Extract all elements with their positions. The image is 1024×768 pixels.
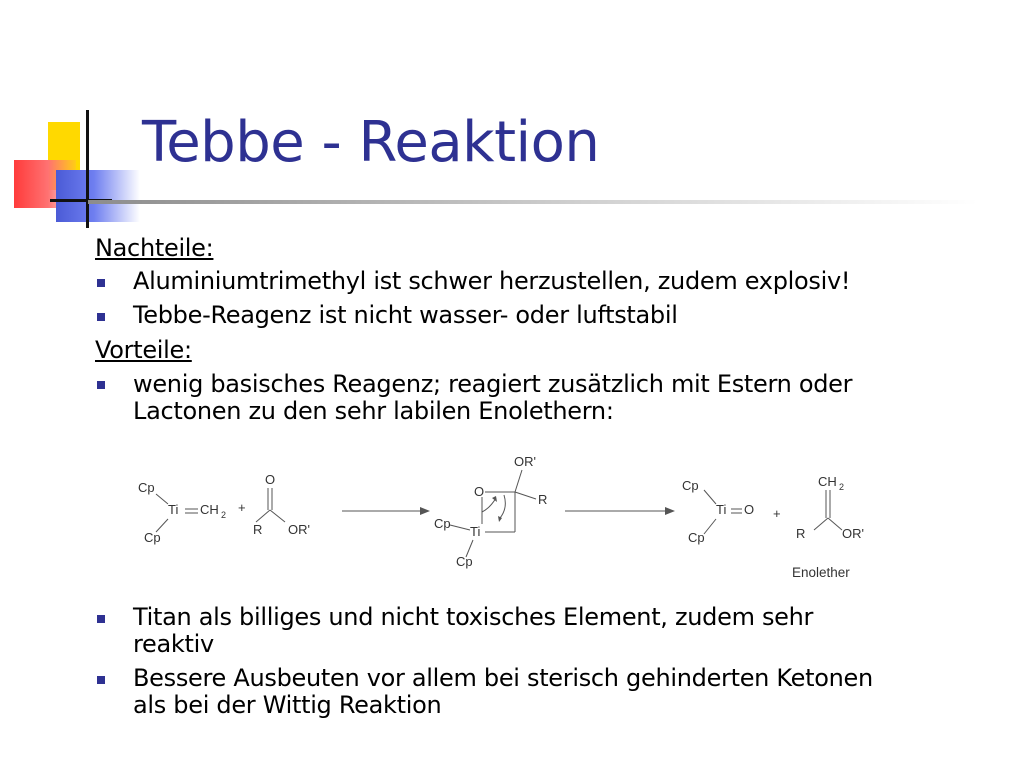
scheme-cp-label: Cp — [144, 530, 161, 545]
nachteile-heading: Nachteile: — [95, 234, 214, 262]
deco-vertical-line — [86, 110, 89, 228]
bullet-square-icon — [97, 279, 105, 287]
deco-blue-square — [56, 170, 140, 222]
vorteile-item-1 — [133, 371, 953, 425]
scheme-cp-label: Cp — [456, 554, 473, 569]
scheme-o-label: O — [265, 472, 276, 487]
nachteile-item: Tebbe-Reagenz ist nicht wasser- oder luftstabil — [133, 301, 678, 329]
bullet-square-icon — [97, 615, 105, 623]
scheme-or-prime-label: OR' — [842, 526, 864, 541]
scheme-or-prime-label: OR' — [514, 454, 536, 469]
scheme-r-label: R — [538, 492, 548, 507]
scheme-ti-label: Ti — [168, 502, 179, 517]
bullet-square-icon — [97, 676, 105, 684]
bullet-square-icon — [97, 313, 105, 321]
vorteile-item-3-line1: Bessere Ausbeuten vor allem bei sterisch gehinderten Ketonen — [133, 664, 873, 692]
scheme-cp-label: Cp — [682, 478, 699, 493]
nachteile-item: Aluminiumtrimethyl ist schwer herzustellen, zudem explosiv! — [133, 267, 851, 295]
vorteile-item-1-line2: Lactonen zu den sehr labilen Enolethern: — [133, 397, 614, 425]
vorteile-item-2 — [133, 604, 953, 658]
scheme-ch2-label: CH — [200, 502, 219, 517]
vorteile-item-1-line1: wenig basisches Reagenz; reagiert zusätzlich mit Estern oder — [133, 370, 853, 398]
vorteile-item-2-line2: reaktiv — [133, 630, 214, 658]
scheme-r-label: R — [796, 526, 806, 541]
scheme-ti-label: Ti — [470, 524, 481, 539]
vorteile-item-3-line2: als bei der Wittig Reaktion — [133, 691, 442, 719]
scheme-o-label: O — [744, 502, 755, 517]
scheme-cp-label: Cp — [138, 480, 155, 495]
vorteile-heading: Vorteile: — [95, 336, 192, 364]
scheme-ti-label: Ti — [716, 502, 727, 517]
scheme-enolether-label: Enolether — [792, 565, 850, 580]
vorteile-item-2-line1: Titan als billiges und nicht toxisches Element, zudem sehr — [133, 603, 814, 631]
scheme-cp-label: Cp — [434, 516, 451, 531]
scheme-o-label: O — [474, 484, 485, 499]
scheme-subscript-2: 2 — [221, 510, 227, 520]
vorteile-item-3 — [133, 665, 953, 719]
title-underline-rule — [88, 200, 978, 204]
tebbe-reaction-scheme — [130, 452, 890, 582]
slide-title: Tebbe - Reaktion — [142, 110, 600, 175]
scheme-subscript-2: 2 — [839, 482, 845, 492]
bullet-square-icon — [97, 381, 105, 389]
scheme-cp-label: Cp — [688, 530, 705, 545]
scheme-ch2-label: CH — [818, 474, 837, 489]
scheme-plus: + — [238, 500, 246, 515]
scheme-or-prime-label: OR' — [288, 522, 310, 537]
scheme-r-label: R — [253, 522, 263, 537]
scheme-plus: + — [773, 506, 781, 521]
